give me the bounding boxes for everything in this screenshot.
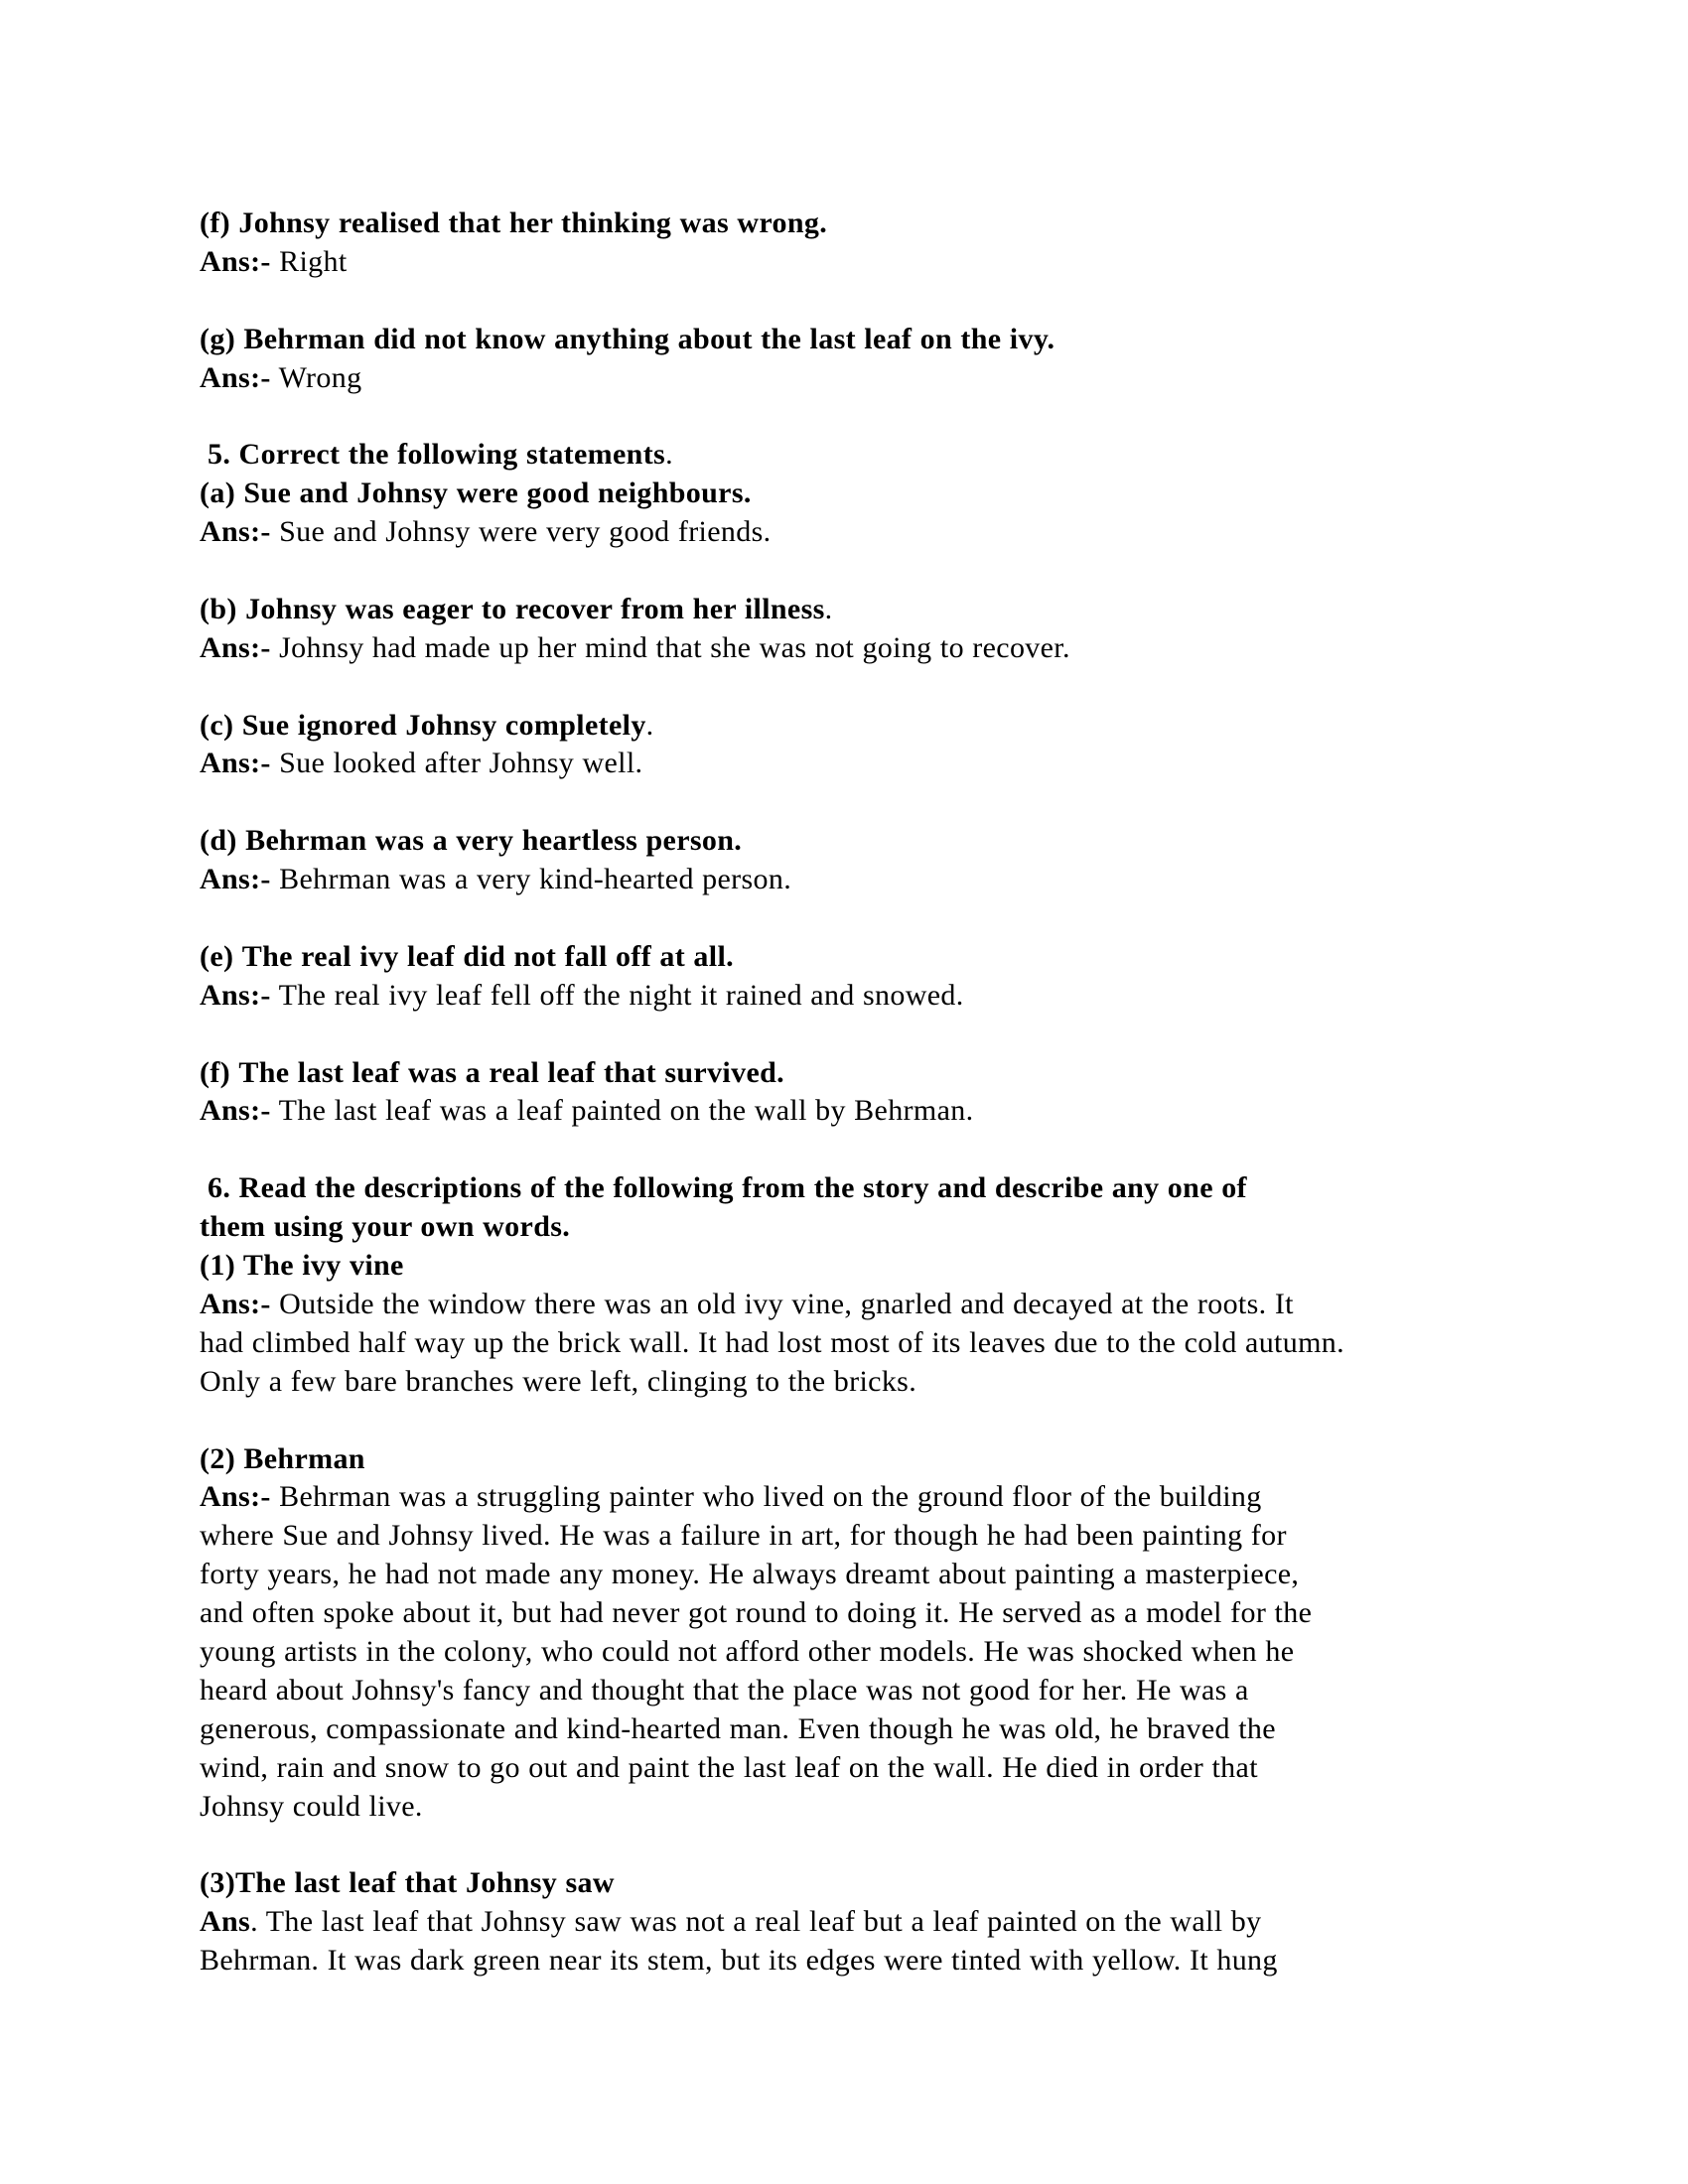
item-title-last-leaf: (3)The last leaf that Johnsy saw	[200, 1866, 615, 1900]
question-5a	[200, 475, 1550, 513]
answer-text: Wrong	[278, 360, 362, 394]
answer-text: Behrman was a very kind-hearted person.	[279, 863, 792, 896]
question-label: (e)	[200, 939, 234, 973]
answer-prefix: Ans:-	[200, 515, 271, 549]
spacer	[200, 783, 1550, 822]
question-label: (g)	[200, 322, 236, 355]
answer-line: and often spoke about it, but had never got round to doing it. He served as a model for the	[200, 1596, 1313, 1630]
question-label: (d)	[200, 824, 237, 858]
answer-text: The last leaf that Johnsy saw was not a real leaf but a leaf painted on the wall by	[265, 1905, 1262, 1939]
answer-prefix: Ans:-	[200, 863, 271, 896]
answer-text: The last leaf was a leaf painted on the wall by Behrman.	[278, 1094, 974, 1128]
section-5-heading	[200, 436, 1550, 475]
question-5b	[200, 591, 1550, 629]
answer-prefix: Ans:-	[200, 1287, 271, 1320]
spacer	[200, 552, 1550, 591]
answer-line: where Sue and Johnsy lived. He was a failure in art, for though he had been painting for	[200, 1519, 1287, 1553]
answer-text: Sue and Johnsy were very good friends.	[279, 515, 772, 549]
answer-4g	[200, 359, 1550, 398]
question-label: (f)	[200, 1055, 231, 1089]
question-text: Sue and Johnsy were good neighbours.	[243, 477, 752, 510]
answer-prefix: Ans:-	[200, 360, 271, 394]
question-label: (c)	[200, 708, 234, 742]
answer-5b	[200, 629, 1550, 668]
question-label: (a)	[200, 477, 236, 510]
question-end: .	[824, 592, 833, 625]
question-4f	[200, 205, 1550, 243]
answer-line: forty years, he had not made any money. He always dreamt about painting a masterpiece,	[200, 1558, 1300, 1591]
question-text: The real ivy leaf did not fall off at all.	[241, 939, 735, 973]
question-end: .	[645, 708, 654, 742]
heading-end: .	[665, 438, 673, 472]
answer-5e	[200, 977, 1550, 1016]
question-text: Johnsy was eager to recover from her illness	[245, 592, 825, 625]
answer-text: Right	[279, 244, 348, 278]
question-5c	[200, 707, 1550, 746]
section-6-heading-line-1: 6. Read the descriptions of the following from the story and describe any one of	[208, 1171, 1247, 1205]
spacer	[200, 397, 1550, 436]
question-text: Behrman was a very heartless person.	[245, 824, 743, 858]
answer-text: Behrman was a struggling painter who lived on the ground floor of the building	[279, 1480, 1262, 1514]
question-5e	[200, 938, 1550, 977]
spacer	[200, 1016, 1550, 1054]
spacer	[200, 668, 1550, 707]
answer-line	[200, 1903, 1550, 1942]
answer-5d	[200, 861, 1550, 899]
section-6-heading-line-2: them using your own words.	[200, 1210, 571, 1244]
answer-5a	[200, 513, 1550, 552]
answer-prefix: Ans:-	[200, 244, 271, 278]
answer-line: young artists in the colony, who could not afford other models. He was shocked when he	[200, 1634, 1295, 1668]
answer-line: generous, compassionate and kind-hearted man. Even though he was old, he braved the	[200, 1711, 1276, 1745]
answer-prefix: Ans:-	[200, 747, 271, 780]
answer-line	[200, 1478, 1550, 1517]
answer-prefix: Ans:-	[200, 630, 271, 664]
question-text: Johnsy realised that her thinking was wrong.	[238, 206, 828, 239]
spacer	[200, 899, 1550, 938]
spacer	[200, 282, 1550, 321]
answer-text: The real ivy leaf fell off the night it rained and snowed.	[278, 978, 964, 1012]
item-title-ivy-vine: (1) The ivy vine	[200, 1249, 404, 1283]
document-page	[200, 205, 1550, 1980]
answer-prefix: Ans:-	[200, 1094, 271, 1128]
spacer	[200, 1402, 1550, 1440]
answer-line: wind, rain and snow to go out and paint the last leaf on the wall. He died in order that	[200, 1750, 1258, 1784]
answer-line	[200, 1286, 1550, 1324]
answer-text: Johnsy had made up her mind that she was not going to recover.	[279, 630, 1070, 664]
answer-text: Outside the window there was an old ivy vine, gnarled and decayed at the roots. It	[279, 1287, 1294, 1320]
item-title-behrman: (2) Behrman	[200, 1441, 365, 1475]
question-label: (b)	[200, 592, 237, 625]
answer-line: Johnsy could live.	[200, 1789, 423, 1823]
answer-text: Sue looked after Johnsy well.	[279, 747, 643, 780]
question-text: Behrman did not know anything about the last leaf on the ivy.	[243, 322, 1055, 355]
answer-line: Behrman. It was dark green near its stem, but its edges were tinted with yellow. It hung	[200, 1944, 1278, 1978]
answer-prefix: Ans:-	[200, 1480, 271, 1514]
question-text: The last leaf was a real leaf that survived.	[238, 1055, 785, 1089]
answer-prefix: Ans:-	[200, 978, 271, 1012]
answer-prefix-end: .	[250, 1905, 258, 1939]
answer-line: had climbed half way up the brick wall. It had lost most of its leaves due to the cold autumn.	[200, 1325, 1344, 1359]
answer-5c	[200, 745, 1550, 783]
spacer	[200, 1826, 1550, 1864]
answer-4f	[200, 243, 1550, 282]
answer-prefix: Ans	[200, 1905, 251, 1939]
heading-text: 5. Correct the following statements	[208, 438, 666, 472]
answer-line: heard about Johnsy's fancy and thought that the place was not good for her. He was a	[200, 1673, 1249, 1706]
question-5d	[200, 822, 1550, 861]
question-5f	[200, 1054, 1550, 1093]
spacer	[200, 1131, 1550, 1169]
answer-line: Only a few bare branches were left, clinging to the bricks.	[200, 1364, 917, 1398]
answer-5f	[200, 1092, 1550, 1131]
question-label: (f)	[200, 206, 231, 239]
question-text: Sue ignored Johnsy completely	[241, 708, 646, 742]
question-4g	[200, 321, 1550, 359]
